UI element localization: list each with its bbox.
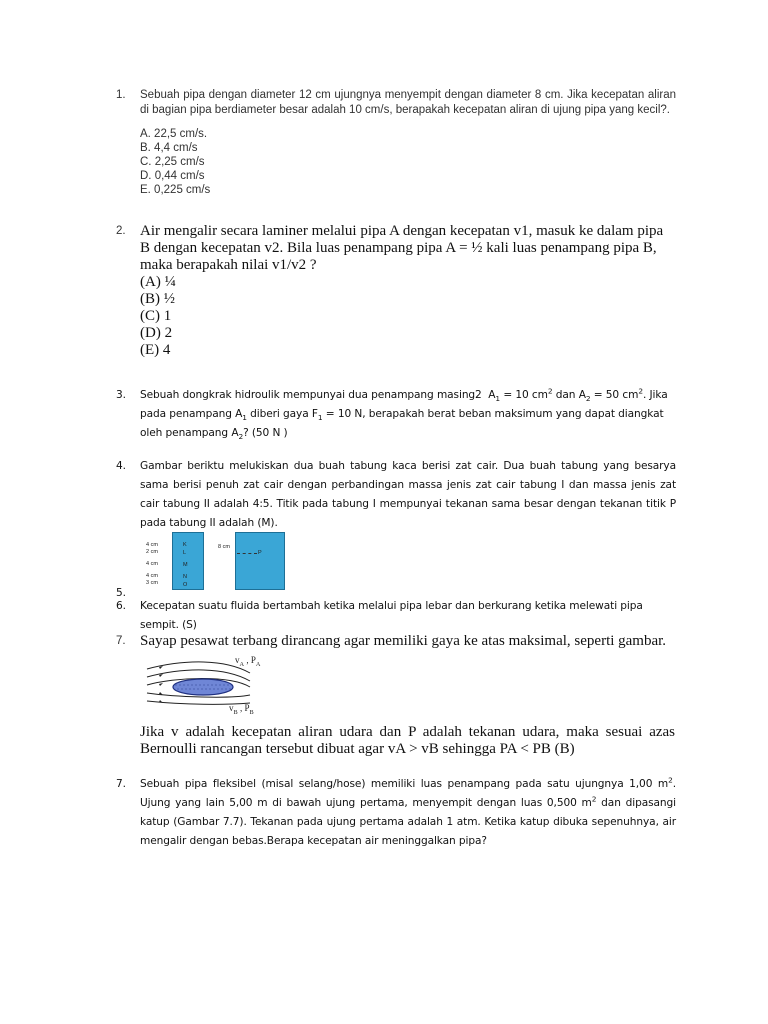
point-label: K — [183, 542, 187, 548]
option-a: A. 22,5 cm/s. — [140, 128, 208, 140]
top-flow-label: $v_A$ , $P_A$ — [235, 655, 261, 668]
scale-label: 2 cm — [146, 549, 158, 555]
question-number: 5. — [116, 587, 126, 599]
tank-2 — [235, 532, 285, 590]
two-tanks-figure — [140, 532, 300, 590]
wing-figure — [145, 655, 270, 715]
question-text: Gambar beriktu melukiskan dua buah tabung kaca berisi zat cair. Dua buah tabung yang besarya sama berisi penuh zat cair dengan perbandingan massa jenis zat cair tabung I dan massa jenis zat cair tabung II adalah 4:5. Titik pada tabung I mempunyai tekanan sama besar dengan tekanan titik P pada tabung II adalah (M). — [140, 460, 676, 529]
question-number: 1. — [116, 89, 126, 101]
scale-label: 4 cm — [146, 573, 158, 579]
option-e: (E) 4 — [140, 342, 171, 358]
scale-label: 3 cm — [146, 580, 158, 586]
scale-label: 4 cm — [146, 542, 158, 548]
bottom-flow-label: $v_B$ , $P_B$ — [229, 703, 254, 716]
question-number: 7. — [116, 635, 126, 647]
option-d: (D) 2 — [140, 325, 173, 341]
scale-label: 8 cm — [218, 544, 230, 550]
point-label: P — [258, 550, 262, 556]
point-label: O — [183, 582, 188, 588]
option-c: (C) 1 — [140, 308, 172, 324]
point-label: M — [183, 562, 188, 568]
option-e: E. 0,225 cm/s — [140, 184, 211, 196]
question-number: 2. — [116, 225, 126, 237]
option-d: D. 0,44 cm/s — [140, 170, 205, 182]
question-number: 4. — [116, 460, 126, 472]
option-b: (B) ½ — [140, 291, 175, 307]
point-label: N — [183, 574, 187, 580]
scale-label: 4 cm — [146, 561, 158, 567]
question-text: Sayap pesawat terbang dirancang agar memiliki gaya ke atas maksimal, seperti gambar. — [140, 633, 667, 649]
question-7-text-2: Jika v adalah kecepatan aliran udara dan P adalah tekanan udara, maka sesuai azas Bernoulli rancangan tersebut dibuat agar vA > vB sehingga PA < PB (B) — [140, 724, 675, 757]
option-b: B. 4,4 cm/s — [140, 142, 198, 154]
point-label: L — [183, 550, 187, 556]
option-c: C. 2,25 cm/s — [140, 156, 205, 168]
tank-1 — [172, 532, 204, 590]
dashed-level-line — [237, 553, 257, 554]
question-text: Kecepatan suatu fluida bertambah ketika melalui pipa lebar dan berkurang ketika melewati pipa sempit. (S) — [140, 600, 643, 631]
option-a: (A) ¼ — [140, 274, 176, 290]
question-number: 7. — [116, 778, 126, 790]
question-text: Air mengalir secara laminer melalui pipa A dengan kecepatan v1, masuk ke dalam pipa B dengan kecepatan v2. Bila luas penampang pipa A = ½ kali luas penampang pipa B, maka berapakah nilai v1/v2 ? — [140, 223, 664, 273]
question-text: Sebuah pipa dengan diameter 12 cm ujungnya menyempit dengan diameter 8 cm. Jika kecepatan aliran di bagian pipa berdiameter besar adalah 10 cm/s, berapakah kecepatan aliran di ujung pipa yang kecil?. — [140, 89, 676, 116]
question-number: 3. — [116, 389, 126, 401]
question-number: 6. — [116, 600, 126, 612]
